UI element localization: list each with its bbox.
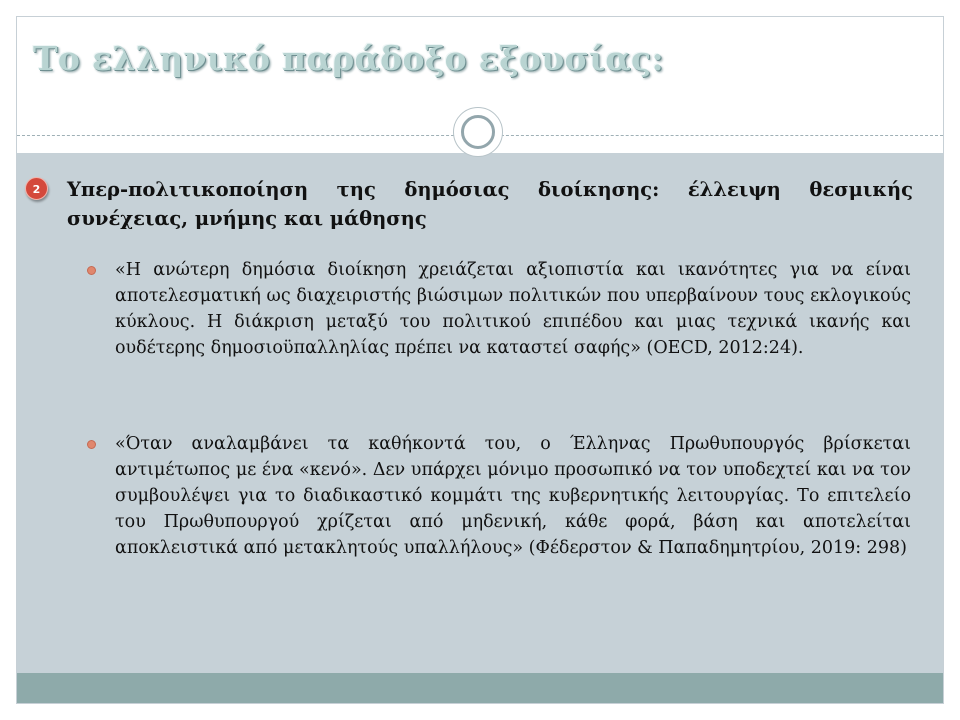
footer-bar [17,673,943,703]
ring-inner [461,115,495,149]
bullet-dot-icon [87,266,96,275]
content-panel [17,153,943,687]
slide [16,16,944,704]
slide-title: Το ελληνικό παράδοξο εξουσίας: [33,39,664,78]
bullet-dot-icon [87,440,96,449]
item-number-badge: 2 [25,177,48,200]
bullet-quote-featherstone: «Όταν αναλαμβάνει τα καθήκοντά του, ο Έλληνας Πρωθυπουργός βρίσκεται αντιμέτωπος με ένα «κενό». Δεν υπάρχει μόνιμο προσωπικό να τον υποδεχτεί και να τον συμβουλέψει για το διαδικαστικό κομμάτι της κυβερνητικής λειτουργίας. Το επιτελείο του Πρωθυπουργού χρίζεται από μηδενική, κάθε φορά, βάση και αποτελείται αποκλειστικά από μετακλητούς υπαλλήλους» (Φέδερστον & Παπαδημητρίου, 2019: 298) [115,434,911,558]
section-heading: Υπερ-πολιτικοποίηση της δημόσιας διοίκησης: έλλειψη θεσμικής συνέχειας, μνήμης και μάθησης [67,178,913,230]
bullet-quote-oecd: «Η ανώτερη δημόσια διοίκηση χρειάζεται αξιοπιστία και ικανότητες για να είναι αποτελεσματική ως διαχειριστής βιώσιμων πολιτικών που υπερβαίνουν τους εκλογικούς κύκλους. Η διάκριση μεταξύ του πολιτικού επιπέδου και μιας τεχνικά ικανής και ουδέτερης δημοσιοϋπαλληλίας πρέπει να καταστεί σαφής» (OECD, 2012:24). [115,260,911,358]
ring-icon [453,107,503,157]
